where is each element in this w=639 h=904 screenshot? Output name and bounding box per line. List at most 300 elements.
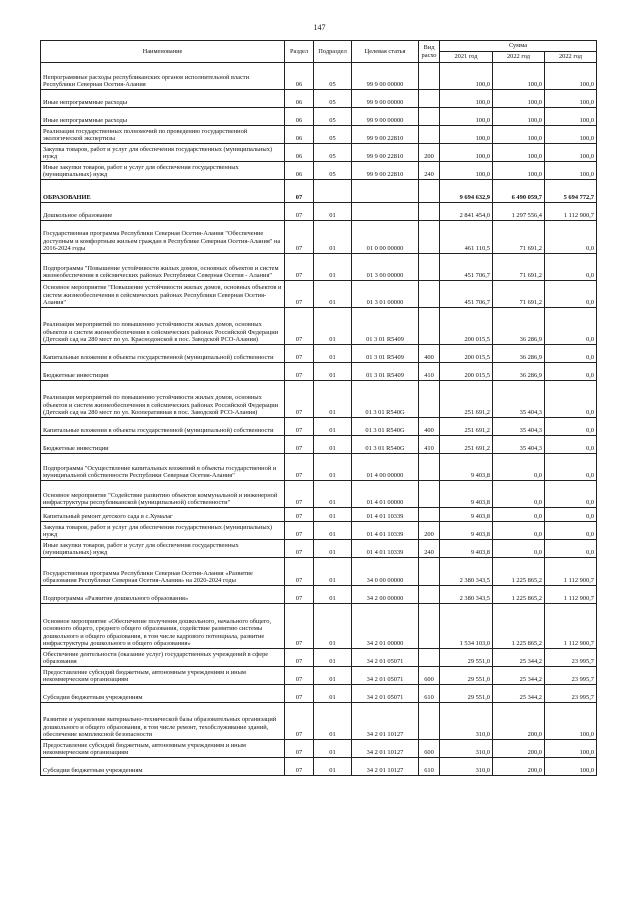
- table-row: [41, 604, 597, 649]
- row-podrazdel: 01: [314, 508, 352, 522]
- row-sum-2022: 71 691,2: [493, 254, 545, 281]
- row-vid: [419, 454, 440, 481]
- row-sum-2022-second: 1 112 900,7: [545, 203, 597, 221]
- header-sum: Сумма: [440, 41, 597, 52]
- row-name-text: Дошкольное образование: [43, 212, 113, 220]
- row-sum-2022-second: 0,0: [545, 221, 597, 254]
- row-name: [41, 685, 285, 703]
- row-name: [41, 667, 285, 685]
- header-year-2022-second: 2022 год: [545, 52, 597, 63]
- row-sum-2021: 200 015,5: [440, 308, 493, 345]
- row-name-text: Подпрограмма "Повышение устойчивости жилых домов, основных объектов и систем жизнеобеспечения в сейсмических районах Республики Северная Осетия - Алания": [43, 264, 279, 280]
- row-razdel: 07: [285, 604, 314, 649]
- row-sum-2022-second: 0,0: [545, 481, 597, 508]
- row-article: [352, 203, 419, 221]
- row-vid: 410: [419, 436, 440, 454]
- row-name-text: Капитальные вложения в объекты государственной (муниципальной) собственности: [43, 354, 274, 362]
- row-sum-2022: 100,0: [493, 63, 545, 90]
- row-name: [41, 180, 285, 203]
- row-sum-2022-second: 100,0: [545, 108, 597, 126]
- row-article: 01 3 01 R5409: [352, 363, 419, 381]
- row-name: [41, 418, 285, 436]
- row-razdel: 07: [285, 363, 314, 381]
- row-razdel: 07: [285, 436, 314, 454]
- row-sum-2022-second: 100,0: [545, 144, 597, 162]
- row-razdel: 06: [285, 63, 314, 90]
- row-sum-2022-second: 0,0: [545, 308, 597, 345]
- row-sum-2022: 71 691,2: [493, 281, 545, 308]
- row-sum-2022: 100,0: [493, 144, 545, 162]
- row-sum-2022: 25 344,2: [493, 685, 545, 703]
- row-podrazdel: 01: [314, 221, 352, 254]
- row-sum-2022-second: 0,0: [545, 436, 597, 454]
- row-article: 01 0 00 00000: [352, 221, 419, 254]
- row-vid: [419, 508, 440, 522]
- row-sum-2022: 71 691,2: [493, 221, 545, 254]
- table-row: [41, 281, 597, 308]
- row-sum-2022: 200,0: [493, 758, 545, 776]
- row-name: [41, 436, 285, 454]
- row-sum-2021: 251 691,2: [440, 418, 493, 436]
- row-name-text: Непрограммные расходы республиканских органов исполнительной власти Республики Северная Осетия-Алания: [43, 73, 249, 89]
- row-article: 01 3 01 R540G: [352, 418, 419, 436]
- row-vid: 610: [419, 758, 440, 776]
- row-sum-2022: 0,0: [493, 522, 545, 540]
- row-name: [41, 508, 285, 522]
- row-name: [41, 221, 285, 254]
- row-sum-2022-second: 0,0: [545, 281, 597, 308]
- row-razdel: 07: [285, 481, 314, 508]
- row-name: [41, 540, 285, 558]
- row-podrazdel: 01: [314, 522, 352, 540]
- row-sum-2021: 9 403,8: [440, 481, 493, 508]
- row-razdel: 07: [285, 381, 314, 418]
- row-sum-2022-second: 0,0: [545, 381, 597, 418]
- row-name: [41, 63, 285, 90]
- row-name-text: Субсидии бюджетным учреждениям: [43, 694, 143, 702]
- row-razdel: 06: [285, 126, 314, 144]
- row-razdel: 06: [285, 144, 314, 162]
- row-name-text: Закупка товаров, работ и услуг для обеспечения государственных (муниципальных) нужд: [43, 523, 273, 539]
- row-article: 01 4 01 10339: [352, 540, 419, 558]
- row-podrazdel: 01: [314, 703, 352, 740]
- row-vid: 400: [419, 418, 440, 436]
- row-razdel: 07: [285, 649, 314, 667]
- row-sum-2022-second: 23 995,7: [545, 667, 597, 685]
- row-sum-2022-second: 0,0: [545, 345, 597, 363]
- table-row: [41, 481, 597, 508]
- row-sum-2021: 9 403,8: [440, 540, 493, 558]
- table-row: [41, 703, 597, 740]
- row-name-text: Реализация мероприятий по повышению устойчивости жилых домов, основных объектов и систем жизнеобеспечения в сейсмических районах Российской Федерации (Детский сад на 280 мест по ул. Краснодонской в пос. Заводской РСО-Алания): [43, 321, 279, 344]
- row-name-text: Подпрограмма "Осуществление капитальных вложений в объекты государственной и муниципальной собственности Республики Северная Осетия-Алания": [43, 464, 277, 480]
- row-name-text: Бюджетные инвестиции: [43, 372, 109, 380]
- row-sum-2022: 35 404,3: [493, 436, 545, 454]
- row-podrazdel: 05: [314, 162, 352, 180]
- row-vid: [419, 649, 440, 667]
- table-row: [41, 758, 597, 776]
- row-name: [41, 740, 285, 758]
- row-sum-2022-second: 1 112 900,7: [545, 604, 597, 649]
- table-row: [41, 418, 597, 436]
- row-razdel: 06: [285, 162, 314, 180]
- row-sum-2021: 9 403,8: [440, 522, 493, 540]
- row-sum-2022-second: 0,0: [545, 454, 597, 481]
- row-sum-2021: 29 551,0: [440, 649, 493, 667]
- row-article: 99 9 00 22810: [352, 126, 419, 144]
- row-article: 99 9 00 00000: [352, 63, 419, 90]
- row-podrazdel: 01: [314, 308, 352, 345]
- row-vid: 240: [419, 162, 440, 180]
- row-sum-2021: 461 110,5: [440, 221, 493, 254]
- row-sum-2022-second: 23 995,7: [545, 685, 597, 703]
- row-sum-2022-second: 100,0: [545, 740, 597, 758]
- table-row: [41, 254, 597, 281]
- row-sum-2022-second: 0,0: [545, 254, 597, 281]
- row-name: [41, 454, 285, 481]
- row-sum-2021: 29 551,0: [440, 667, 493, 685]
- row-sum-2022-second: 100,0: [545, 90, 597, 108]
- row-podrazdel: 01: [314, 454, 352, 481]
- row-name: [41, 108, 285, 126]
- row-vid: 610: [419, 685, 440, 703]
- row-vid: [419, 481, 440, 508]
- row-sum-2022: 6 490 059,7: [493, 180, 545, 203]
- row-sum-2021: 9 403,8: [440, 508, 493, 522]
- row-sum-2021: 100,0: [440, 63, 493, 90]
- row-sum-2022: 0,0: [493, 481, 545, 508]
- row-sum-2022: 0,0: [493, 508, 545, 522]
- row-vid: [419, 604, 440, 649]
- row-podrazdel: 01: [314, 649, 352, 667]
- row-name-text: Предоставление субсидий бюджетным, автономным учреждениям и иным некоммерческим организациям: [43, 668, 246, 684]
- row-vid: [419, 308, 440, 345]
- row-podrazdel: 05: [314, 126, 352, 144]
- row-sum-2022-second: 23 995,7: [545, 649, 597, 667]
- row-podrazdel: 01: [314, 758, 352, 776]
- row-name-text: Капитальные вложения в объекты государственной (муниципальной) собственности: [43, 427, 274, 435]
- header-razdel: Раздел: [285, 41, 314, 63]
- row-article: 99 9 00 00000: [352, 108, 419, 126]
- row-name-text: Государственная программа Республики Северная Осетия-Алания «Развитие образования Республики Северная Осетия-Алания» на 2020-2024 годы: [43, 569, 253, 585]
- header-podrazdel: Подраздел: [314, 41, 352, 63]
- row-sum-2022: 35 404,3: [493, 418, 545, 436]
- row-name-text: Субсидии бюджетным учреждениям: [43, 767, 143, 775]
- header-year-2021: 2021 год: [440, 52, 493, 63]
- row-article: 99 9 00 22810: [352, 162, 419, 180]
- row-name-text: Предоставление субсидий бюджетным, автономным учреждениям и иным некоммерческим организациям: [43, 741, 246, 757]
- row-sum-2021: 451 706,7: [440, 281, 493, 308]
- row-podrazdel: 01: [314, 586, 352, 604]
- row-sum-2022: 1 297 556,4: [493, 203, 545, 221]
- row-name: [41, 162, 285, 180]
- row-podrazdel: 05: [314, 108, 352, 126]
- row-podrazdel: 01: [314, 363, 352, 381]
- row-article: 34 2 00 00000: [352, 586, 419, 604]
- row-name: [41, 203, 285, 221]
- row-sum-2021: 100,0: [440, 90, 493, 108]
- row-sum-2022: 100,0: [493, 162, 545, 180]
- row-name: [41, 604, 285, 649]
- row-sum-2022: 200,0: [493, 740, 545, 758]
- row-name: [41, 481, 285, 508]
- row-sum-2022-second: 0,0: [545, 508, 597, 522]
- table-body: [41, 63, 597, 776]
- row-sum-2021: 200 015,5: [440, 363, 493, 381]
- header-year-2022: 2022 год: [493, 52, 545, 63]
- row-sum-2021: 100,0: [440, 126, 493, 144]
- row-vid: [419, 221, 440, 254]
- row-sum-2022: 0,0: [493, 454, 545, 481]
- row-razdel: 07: [285, 558, 314, 586]
- row-name-text: Бюджетные инвестиции: [43, 445, 109, 453]
- row-podrazdel: 01: [314, 540, 352, 558]
- row-vid: [419, 703, 440, 740]
- row-sum-2022-second: 100,0: [545, 703, 597, 740]
- row-podrazdel: 01: [314, 436, 352, 454]
- row-vid: 200: [419, 144, 440, 162]
- row-podrazdel: 01: [314, 481, 352, 508]
- row-article: 01 3 01 R5409: [352, 345, 419, 363]
- header-name: Наименование: [41, 41, 285, 63]
- row-sum-2021: 2 380 343,5: [440, 558, 493, 586]
- row-razdel: 07: [285, 740, 314, 758]
- row-razdel: 07: [285, 254, 314, 281]
- table-row: [41, 649, 597, 667]
- row-article: 34 2 01 10127: [352, 740, 419, 758]
- row-article: 01 3 01 R5409: [352, 308, 419, 345]
- row-sum-2022-second: 5 694 772,7: [545, 180, 597, 203]
- row-sum-2021: 251 691,2: [440, 381, 493, 418]
- table-row: [41, 144, 597, 162]
- row-razdel: 07: [285, 418, 314, 436]
- table-row: [41, 436, 597, 454]
- row-sum-2022: 25 344,2: [493, 649, 545, 667]
- row-name: [41, 363, 285, 381]
- row-vid: [419, 203, 440, 221]
- table-row: [41, 740, 597, 758]
- row-sum-2021: 200 015,5: [440, 345, 493, 363]
- row-razdel: 07: [285, 180, 314, 203]
- row-article: 01 4 01 00000: [352, 481, 419, 508]
- row-name: [41, 558, 285, 586]
- budget-table: [40, 40, 597, 776]
- row-podrazdel: 01: [314, 345, 352, 363]
- row-article: 99 9 00 22810: [352, 144, 419, 162]
- row-name: [41, 126, 285, 144]
- row-vid: [419, 108, 440, 126]
- row-podrazdel: 01: [314, 685, 352, 703]
- row-article: 01 4 01 10339: [352, 522, 419, 540]
- row-sum-2022-second: 0,0: [545, 418, 597, 436]
- row-sum-2021: 29 551,0: [440, 685, 493, 703]
- row-article: [352, 180, 419, 203]
- row-sum-2022: 100,0: [493, 90, 545, 108]
- row-sum-2021: 100,0: [440, 162, 493, 180]
- row-sum-2021: 310,0: [440, 740, 493, 758]
- row-name-text: Подпрограмма «Развитие дошкольного образования»: [43, 595, 189, 603]
- row-sum-2022: 100,0: [493, 108, 545, 126]
- row-vid: [419, 558, 440, 586]
- table-row: [41, 381, 597, 418]
- row-article: 01 3 01 R540G: [352, 436, 419, 454]
- row-podrazdel: 01: [314, 558, 352, 586]
- row-sum-2022: 1 225 865,2: [493, 604, 545, 649]
- row-name: [41, 90, 285, 108]
- table-row: [41, 345, 597, 363]
- row-podrazdel: 01: [314, 667, 352, 685]
- row-sum-2021: 9 694 632,9: [440, 180, 493, 203]
- row-razdel: 07: [285, 586, 314, 604]
- row-sum-2021: 251 691,2: [440, 436, 493, 454]
- row-sum-2022-second: 100,0: [545, 126, 597, 144]
- row-name-text: Иные непрограммные расходы: [43, 99, 128, 107]
- table-row: [41, 203, 597, 221]
- row-name: [41, 649, 285, 667]
- row-razdel: 07: [285, 703, 314, 740]
- table-row: [41, 221, 597, 254]
- row-vid: 400: [419, 345, 440, 363]
- row-vid: [419, 586, 440, 604]
- row-podrazdel: 05: [314, 144, 352, 162]
- row-sum-2022: 36 286,9: [493, 363, 545, 381]
- row-sum-2022: 1 225 865,2: [493, 558, 545, 586]
- row-name-text: Обеспечение деятельности (оказание услуг) государственных учреждений в сфере образования: [43, 650, 269, 666]
- row-name-text: Реализация государственных полномочий по проведению государственной экологической экспертизы: [43, 127, 248, 143]
- row-podrazdel: 01: [314, 604, 352, 649]
- row-sum-2021: 2 380 343,5: [440, 586, 493, 604]
- row-razdel: 07: [285, 221, 314, 254]
- row-name: [41, 381, 285, 418]
- row-vid: 200: [419, 522, 440, 540]
- row-vid: 410: [419, 363, 440, 381]
- row-name-text: Государственная программа Республики Северная Осетия-Алания "Обеспечение доступным и комфортным жильем граждан в Республике Северная Осетия-Алания" на 2016-2024 годы: [43, 230, 281, 253]
- row-razdel: 07: [285, 454, 314, 481]
- row-sum-2022-second: 1 112 900,7: [545, 586, 597, 604]
- row-sum-2022: 1 225 865,2: [493, 586, 545, 604]
- row-article: 34 2 01 05071: [352, 685, 419, 703]
- row-sum-2022-second: 100,0: [545, 162, 597, 180]
- row-sum-2022-second: 100,0: [545, 758, 597, 776]
- row-podrazdel: 01: [314, 740, 352, 758]
- row-sum-2022: 36 286,9: [493, 345, 545, 363]
- row-name: [41, 281, 285, 308]
- row-sum-2021: 310,0: [440, 758, 493, 776]
- row-article: 34 2 01 10127: [352, 758, 419, 776]
- table-row: [41, 508, 597, 522]
- row-sum-2022-second: 1 112 900,7: [545, 558, 597, 586]
- table-row: [41, 108, 597, 126]
- row-article: 01 4 00 00000: [352, 454, 419, 481]
- row-name-text: Основное мероприятие "Содействие развитию объектов коммунальной и инженерной инфраструктуры республиканской (муниципальной) собственности": [43, 491, 278, 507]
- row-vid: [419, 281, 440, 308]
- row-razdel: 07: [285, 345, 314, 363]
- row-razdel: 06: [285, 90, 314, 108]
- row-razdel: 07: [285, 508, 314, 522]
- row-sum-2021: 2 841 454,0: [440, 203, 493, 221]
- row-sum-2022: 36 286,9: [493, 308, 545, 345]
- row-podrazdel: 01: [314, 254, 352, 281]
- row-article: 01 4 01 10339: [352, 508, 419, 522]
- table-row: [41, 180, 597, 203]
- table-row: [41, 558, 597, 586]
- row-name-text: Закупка товаров, работ и услуг для обеспечения государственных (муниципальных) нужд: [43, 145, 273, 161]
- row-podrazdel: 05: [314, 63, 352, 90]
- row-sum-2021: 1 534 103,0: [440, 604, 493, 649]
- row-name-text: Иные закупки товаров, работ и услуг для обеспечения государственных (муниципальных) нужд: [43, 163, 239, 179]
- page-number: 147: [313, 23, 326, 32]
- row-vid: [419, 126, 440, 144]
- header-article: Целевая статья: [352, 41, 419, 63]
- row-vid: [419, 180, 440, 203]
- row-razdel: 06: [285, 108, 314, 126]
- row-vid: [419, 381, 440, 418]
- row-name-text: Иные непрограммные расходы: [43, 117, 128, 125]
- table-row: [41, 586, 597, 604]
- row-name: [41, 703, 285, 740]
- row-vid: 600: [419, 667, 440, 685]
- row-sum-2022-second: 0,0: [545, 363, 597, 381]
- row-name-text: ОБРАЗОВАНИЕ: [43, 194, 91, 202]
- row-sum-2022: 100,0: [493, 126, 545, 144]
- row-name: [41, 254, 285, 281]
- row-sum-2021: 100,0: [440, 108, 493, 126]
- table-row: [41, 63, 597, 90]
- row-article: 01 3 00 00000: [352, 254, 419, 281]
- table-row: [41, 162, 597, 180]
- row-razdel: 07: [285, 522, 314, 540]
- row-podrazdel: 01: [314, 418, 352, 436]
- row-article: 34 2 01 10127: [352, 703, 419, 740]
- row-article: 34 0 00 00000: [352, 558, 419, 586]
- table-row: [41, 126, 597, 144]
- table-row: [41, 540, 597, 558]
- row-name-text: Развитие и укрепление материально-технической базы образовательных организаций дошкольного и общего образования, в том числе ремонт, техобслуживание зданий, обеспечение комплексной безопасности: [43, 716, 277, 739]
- row-podrazdel: 01: [314, 281, 352, 308]
- row-razdel: 07: [285, 685, 314, 703]
- row-article: 34 2 01 05071: [352, 667, 419, 685]
- row-razdel: 07: [285, 281, 314, 308]
- row-article: 01 3 01 00000: [352, 281, 419, 308]
- row-vid: [419, 90, 440, 108]
- row-name: [41, 522, 285, 540]
- row-article: 34 2 01 00000: [352, 604, 419, 649]
- row-podrazdel: 05: [314, 90, 352, 108]
- row-name: [41, 345, 285, 363]
- row-sum-2021: 451 706,7: [440, 254, 493, 281]
- table-row: [41, 667, 597, 685]
- row-razdel: 07: [285, 758, 314, 776]
- row-name: [41, 758, 285, 776]
- header-vid: Вид расхо: [419, 41, 440, 63]
- row-name: [41, 308, 285, 345]
- table-row: [41, 454, 597, 481]
- row-razdel: 07: [285, 308, 314, 345]
- row-name-text: Реализация мероприятий по повышению устойчивости жилых домов, основных объектов и систем жизнеобеспечения в сейсмических районах Российской Федерации (Детский сад на 280 мест по ул. Кооперативная в пос. Заводской РСО-Алания): [43, 394, 279, 417]
- table-row: [41, 90, 597, 108]
- row-sum-2022: 0,0: [493, 540, 545, 558]
- table-row: [41, 685, 597, 703]
- row-sum-2022: 200,0: [493, 703, 545, 740]
- row-sum-2021: 100,0: [440, 144, 493, 162]
- row-razdel: 07: [285, 540, 314, 558]
- row-podrazdel: 01: [314, 203, 352, 221]
- row-razdel: 07: [285, 203, 314, 221]
- table-row: [41, 308, 597, 345]
- row-sum-2021: 9 403,8: [440, 454, 493, 481]
- row-sum-2022: 35 404,3: [493, 381, 545, 418]
- row-vid: 240: [419, 540, 440, 558]
